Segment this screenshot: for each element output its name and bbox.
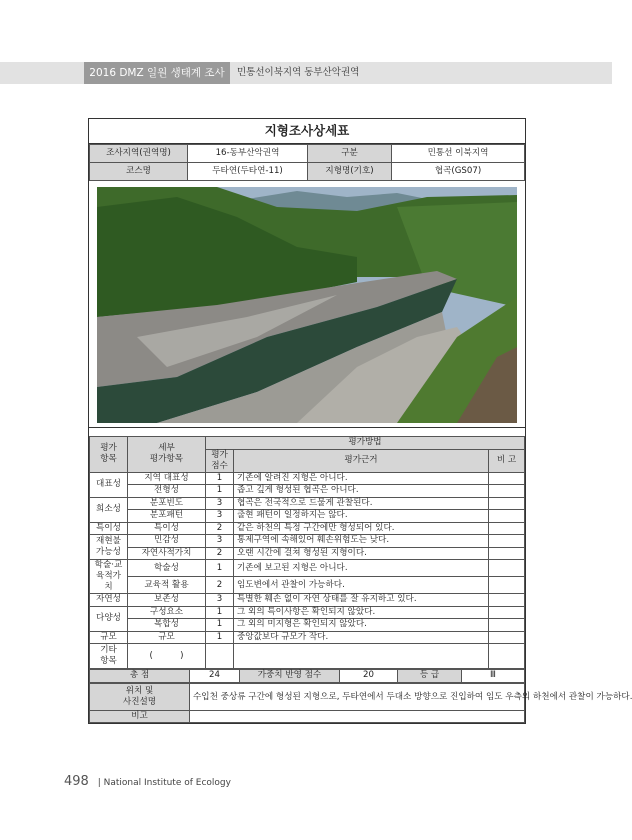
- etc-score: [206, 644, 234, 669]
- basis: 임도변에서 관찰이 가능하다.: [234, 577, 489, 594]
- course-value: 두타연(두타연-11): [188, 163, 308, 181]
- score: 1: [206, 472, 234, 485]
- score: 1: [206, 619, 234, 632]
- note: [489, 522, 525, 535]
- institute-name: National Institute of Ecology: [103, 778, 231, 788]
- basis: 좁고 깊게 형성된 협곡은 아니다.: [234, 485, 489, 498]
- score: 1: [206, 606, 234, 619]
- basis: 그 외의 미지형은 확인되지 않았다.: [234, 619, 489, 632]
- basis: 특별한 훼손 없이 자연 상태를 잘 유지하고 있다.: [234, 594, 489, 607]
- total-value: 24: [190, 670, 240, 683]
- subitem: 학술성: [128, 560, 206, 577]
- subitem: 분포패턴: [128, 510, 206, 523]
- note: [489, 535, 525, 548]
- basis: 협곡은 전국적으로 드물게 관찰된다.: [234, 497, 489, 510]
- grade-value: Ⅲ: [462, 670, 525, 683]
- group-label: 대표성: [90, 472, 128, 497]
- gorge-photo-illustration: [97, 187, 517, 423]
- subitem: 복합성: [128, 619, 206, 632]
- group-label: 희소성: [90, 497, 128, 522]
- detail-sheet: [88, 118, 632, 724]
- subitem: 분포빈도: [128, 497, 206, 510]
- subitem: 보존성: [128, 594, 206, 607]
- note: [489, 619, 525, 632]
- subitem: 교육적 활용: [128, 577, 206, 594]
- header-score: 평가 점수: [206, 449, 234, 472]
- group-label: 특이성: [90, 522, 128, 535]
- note: [489, 560, 525, 577]
- note: [489, 577, 525, 594]
- note: [489, 631, 525, 644]
- header-item: 평가 항목: [90, 437, 128, 473]
- subitem: 자연사적가치: [128, 547, 206, 560]
- note: [489, 497, 525, 510]
- header-region: 민통선이북지역 동부산악권역: [237, 67, 360, 78]
- location-label: 위치 및 사진설명: [90, 683, 190, 710]
- subitem: 전형성: [128, 485, 206, 498]
- etc-basis: [234, 644, 489, 669]
- note: [489, 594, 525, 607]
- sheet-title: 지형조사상세표: [89, 119, 525, 144]
- etc-value: ( ): [128, 644, 206, 669]
- category-value: 민통선 이북지역: [392, 145, 525, 163]
- footer-separator: |: [97, 778, 101, 788]
- survey-area-label: 조사지역(권역명): [90, 145, 188, 163]
- score: 1: [206, 560, 234, 577]
- score: 3: [206, 510, 234, 523]
- subitem: 구성요소: [128, 606, 206, 619]
- subitem: 규모: [128, 631, 206, 644]
- weighted-label: 가중치 반영 점수: [240, 670, 340, 683]
- remarks-label: 비고: [90, 710, 190, 723]
- score: 2: [206, 547, 234, 560]
- etc-note: [489, 644, 525, 669]
- landform-value: 협곡(GS07): [392, 163, 525, 181]
- evaluation-table: [89, 436, 525, 669]
- score: 1: [206, 485, 234, 498]
- basis: 오랜 시간에 걸쳐 형성된 지형이다.: [234, 547, 489, 560]
- gorge-photo: [89, 181, 525, 428]
- group-label: 재현불가능성: [90, 535, 128, 560]
- score: 1: [206, 631, 234, 644]
- subitem: 특이성: [128, 522, 206, 535]
- note: [489, 547, 525, 560]
- remarks-value: [190, 710, 525, 723]
- basis: 그 외의 특이사항은 확인되지 않았다.: [234, 606, 489, 619]
- score: 3: [206, 594, 234, 607]
- survey-area-value: 16-동부산악권역: [188, 145, 308, 163]
- note: [489, 485, 525, 498]
- basis: 중앙값보다 규모가 작다.: [234, 631, 489, 644]
- description-table: [89, 683, 632, 724]
- page-footer: [64, 774, 231, 789]
- course-label: 코스명: [90, 163, 188, 181]
- header-note: 비 고: [489, 449, 525, 472]
- note: [489, 606, 525, 619]
- header-method: 평가방법: [206, 437, 525, 450]
- grade-label: 등 급: [398, 670, 462, 683]
- info-table: [89, 144, 525, 181]
- score: 2: [206, 522, 234, 535]
- group-label: 규모: [90, 631, 128, 644]
- subitem: 민감성: [128, 535, 206, 548]
- group-label: 학술·교육적가치: [90, 560, 128, 594]
- header-subitem: 세부 평가항목: [128, 437, 206, 473]
- score: 3: [206, 535, 234, 548]
- note: [489, 510, 525, 523]
- score: 3: [206, 497, 234, 510]
- note: [489, 472, 525, 485]
- basis: 기존에 보고된 지형은 아니다.: [234, 560, 489, 577]
- header-basis: 평가근거: [234, 449, 489, 472]
- subitem: 지역 대표성: [128, 472, 206, 485]
- group-label: 자연성: [90, 594, 128, 607]
- category-label: 구분: [308, 145, 392, 163]
- header-series: 2016 DMZ 일원 생태계 조사: [84, 62, 230, 84]
- basis: 출현 패턴이 일정하지는 않다.: [234, 510, 489, 523]
- location-value: 수입천 중상류 구간에 형성된 지형으로, 두타연에서 두대소 방향으로 진입하여 임도 우측의 하천에서 관찰이 가능하다.: [190, 683, 525, 710]
- total-label: 총 점: [90, 670, 190, 683]
- weighted-value: 20: [340, 670, 398, 683]
- landform-label: 지형명(기호): [308, 163, 392, 181]
- summary-table: [89, 669, 525, 683]
- basis: 같은 하천의 특정 구간에만 형성되어 있다.: [234, 522, 489, 535]
- group-label: 다양성: [90, 606, 128, 631]
- etc-label: 기타 항목: [90, 644, 128, 669]
- score: 2: [206, 577, 234, 594]
- basis: 통제구역에 속해있어 훼손위험도는 낮다.: [234, 535, 489, 548]
- page-number: 498: [64, 774, 89, 789]
- basis: 기존에 알려진 지형은 아니다.: [234, 472, 489, 485]
